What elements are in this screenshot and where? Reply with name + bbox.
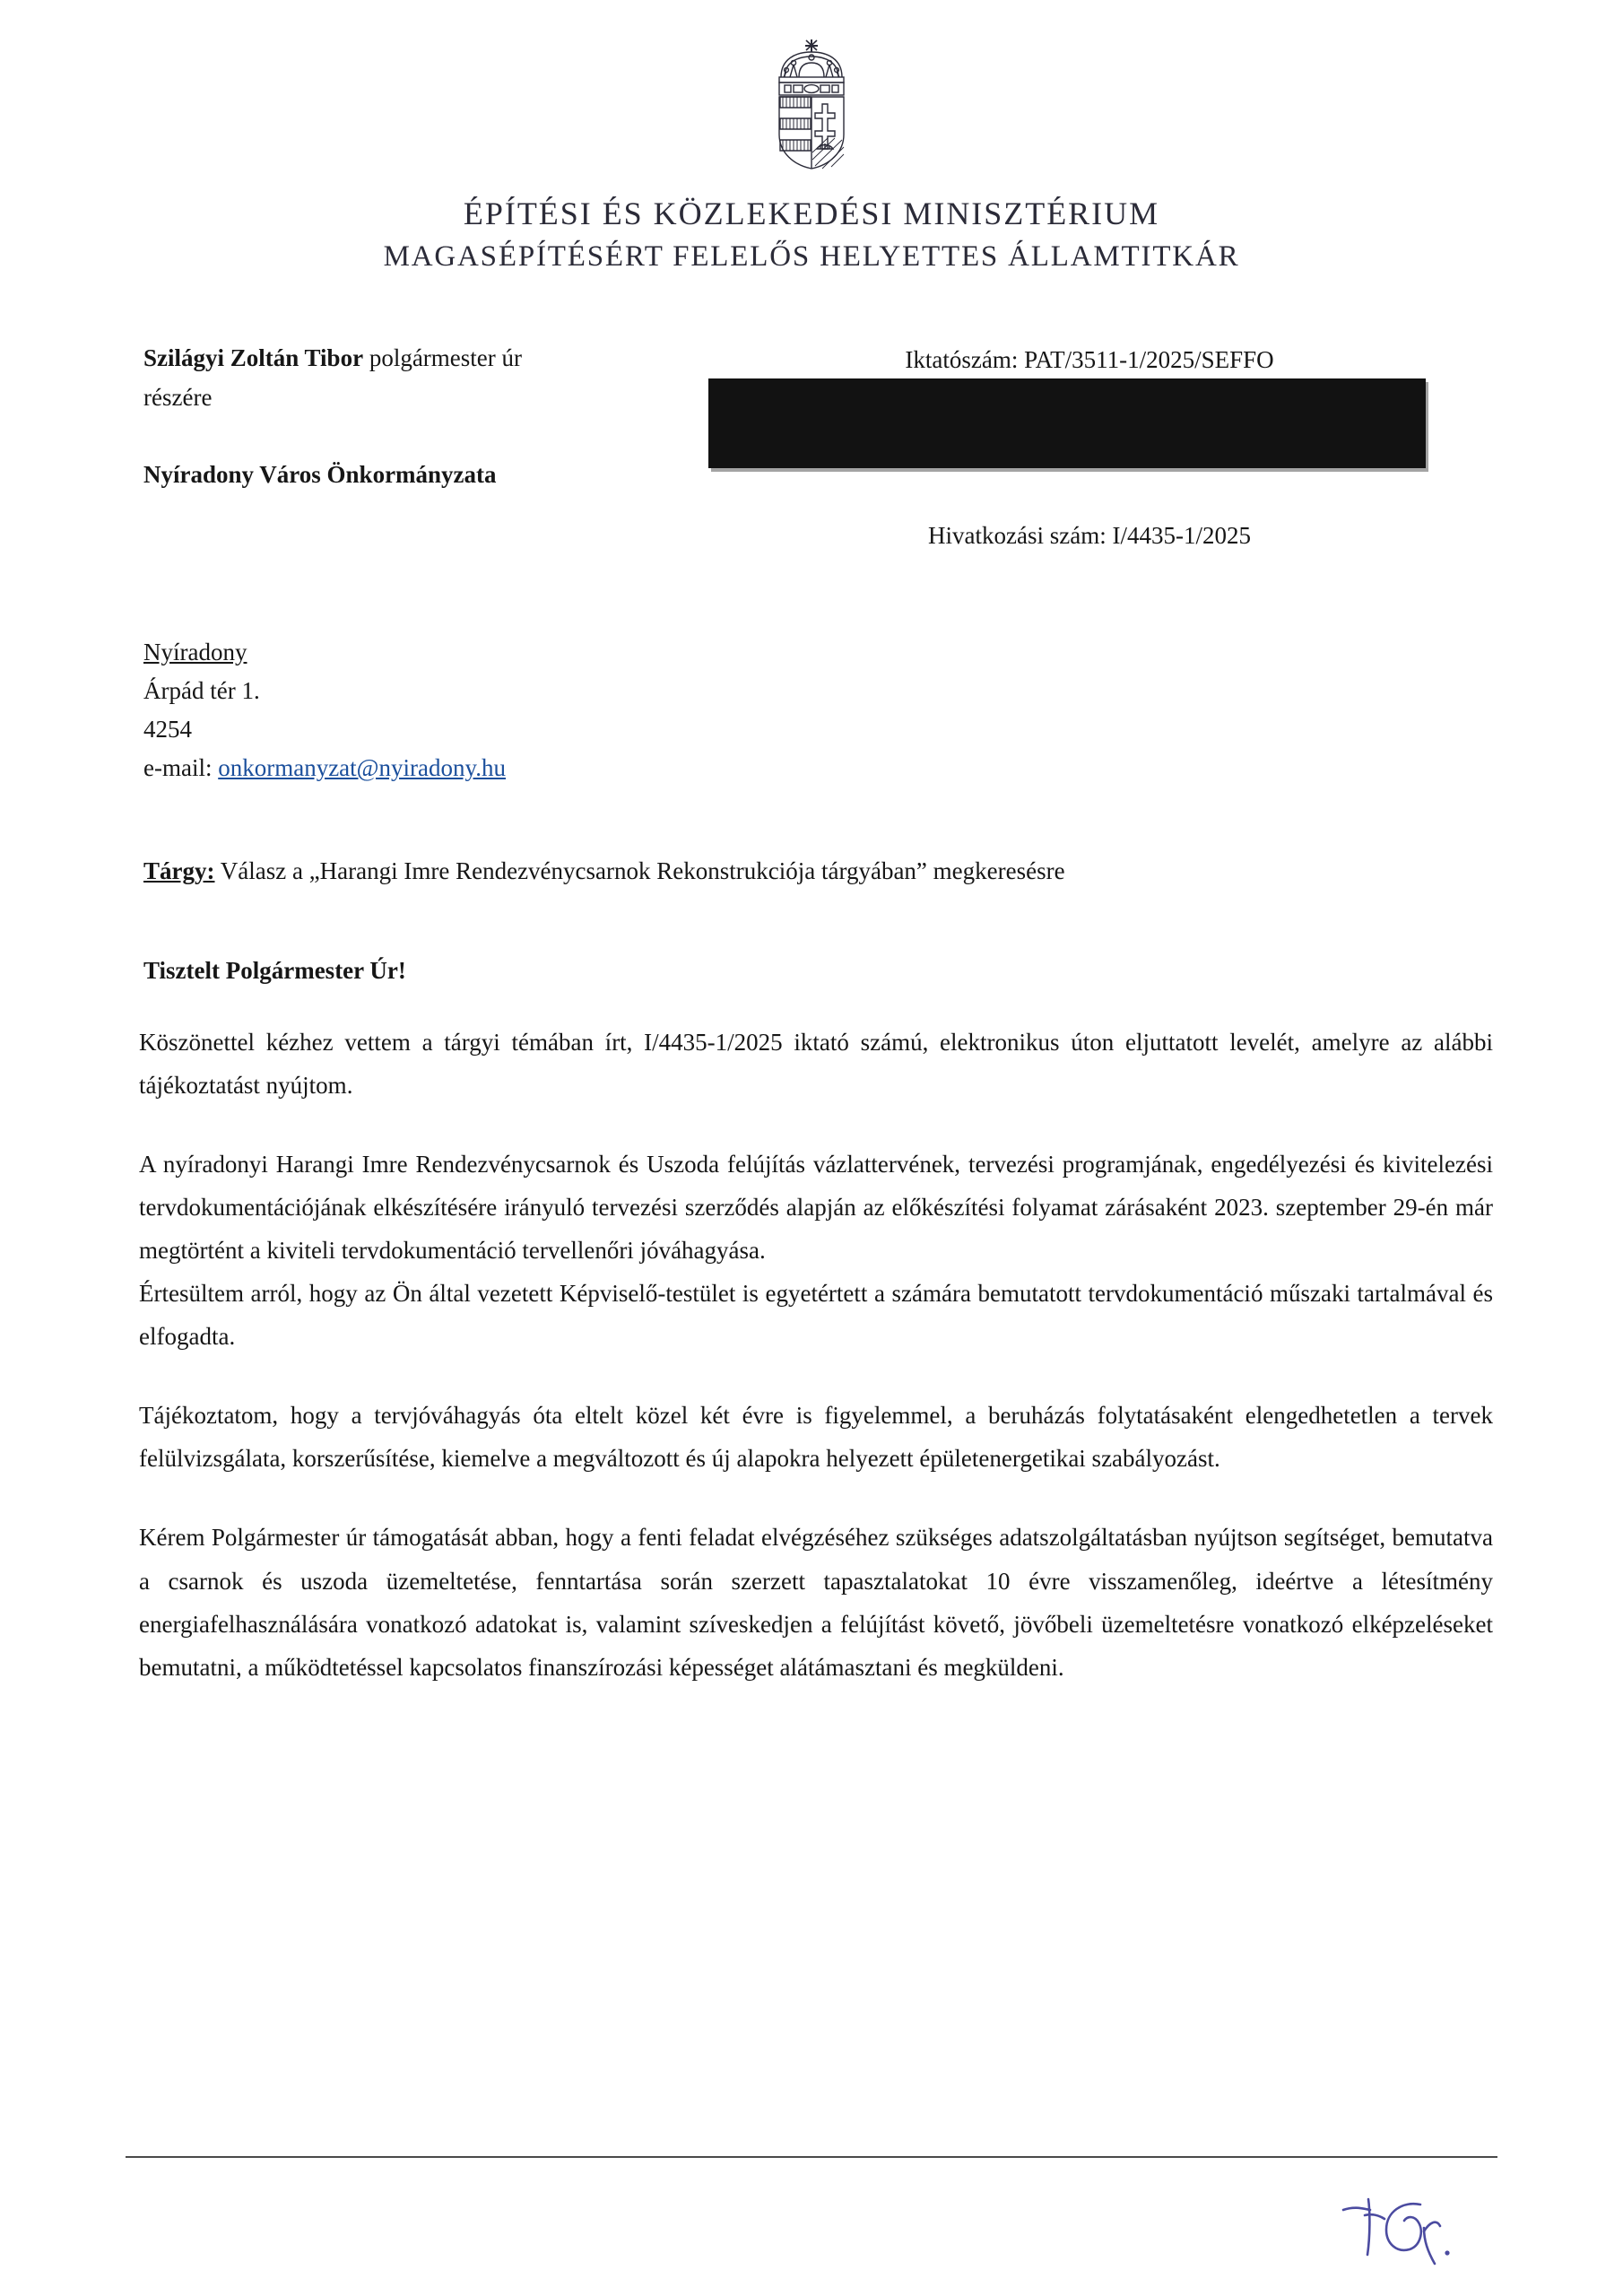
addressee-name: Szilágyi Zoltán Tibor bbox=[143, 344, 364, 372]
postal-address-block bbox=[0, 633, 1623, 788]
redacted-contact-block bbox=[708, 378, 1426, 468]
subject-line bbox=[0, 853, 1623, 890]
reference-block bbox=[699, 339, 1480, 555]
subject-label: Tárgy: bbox=[143, 857, 215, 884]
addressee-organization: Nyíradony Város Önkormányzata bbox=[143, 460, 497, 488]
email-label: e-mail: bbox=[143, 754, 219, 782]
addressee-attention: részére bbox=[143, 384, 213, 412]
iktatoszam: Iktatószám: PAT/3511-1/2025/SEFFO bbox=[905, 346, 1274, 374]
hungary-coat-of-arms-icon bbox=[765, 38, 858, 170]
footer-divider bbox=[126, 2156, 1497, 2158]
body-paragraph-4: Tájékoztatom, hogy a tervjóváhagyás óta eltelt közel két évre is figyelemmel, a beruházás folytatásaként elengedhetetlen a tervek felülvizsgálata, korszerűsítése, kiemelve a megváltozott és új alapokra helyezett épületenergetikai szabályozást. bbox=[139, 1402, 1493, 1473]
body-paragraph-3: Értesültem arról, hogy az Ön által vezetett Képviselő-testület is egyetértett a számára bemutatott tervdokumentáció műszaki tartalmával és elfogadta. bbox=[139, 1280, 1493, 1351]
ministry-name: ÉPÍTÉSI ÉS KÖZLEKEDÉSI MINISZTÉRIUM bbox=[463, 196, 1160, 231]
handwritten-signature-icon bbox=[1338, 2188, 1508, 2287]
salutation: Tisztelt Polgármester Úr! bbox=[143, 957, 406, 985]
postal-zip: 4254 bbox=[143, 716, 192, 744]
department-name: MAGASÉPÍTÉSÉRT FELELŐS HELYETTES ÁLLAMTITKÁR bbox=[383, 240, 1240, 274]
body-paragraph-5: Kérem Polgármester úr támogatását abban, hogy a fenti feladat elvégzéséhez szükséges adatszolgáltatásban nyújtson segítséget, bemutatva a csarnok és uszoda üzemeltetése, fenntartása során szerzett tapasztalatokat 10 évre visszamenőleg, ideértve a létesítmény energiafelhasználására vonatkozó adatokat is, valamint szíveskedjen a felújítást követő, jövőbeli üzemeltetésre vonatkozó elképzeléseket bemutatni, a működtetéssel kapcsolatos finanszírozási képességet alátámasztani és megküldeni. bbox=[139, 1524, 1493, 1681]
subject-text: Válasz a „Harangi Imre Rendezvénycsarnok Rekonstrukciója tárgyában” megkeresésre bbox=[214, 857, 1065, 884]
postal-email-line bbox=[143, 749, 1623, 787]
addressee-name-line bbox=[143, 339, 699, 378]
meta-block bbox=[0, 339, 1623, 555]
letter-body bbox=[0, 1021, 1623, 1689]
body-paragraph-1: Köszönettel kézhez vettem a tárgyi témában írt, I/4435-1/2025 iktató számú, elektronikus úton eljuttatott levelét, amelyre az alábbi tájékoztatást nyújtom. bbox=[139, 1029, 1493, 1100]
addressee-block bbox=[143, 339, 699, 494]
addressee-title: polgármester úr bbox=[363, 344, 522, 372]
hivatkozasi-szam: Hivatkozási szám: I/4435-1/2025 bbox=[928, 522, 1251, 550]
letterhead bbox=[0, 0, 1623, 274]
body-paragraph-2: A nyíradonyi Harangi Imre Rendezvénycsarnok és Uszoda felújítás vázlattervének, tervezési programjának, engedélyezési és kivitelezési tervdokumentációjának elkészítésére irányuló tervezési szerződés alapján az előkészítési folyamat zárásaként 2023. szeptember 29-én már megtörtént a kiviteli tervdokumentáció tervellenőri jóváhagyása. bbox=[139, 1151, 1493, 1265]
postal-city: Nyíradony bbox=[143, 638, 247, 665]
postal-street: Árpád tér 1. bbox=[143, 676, 260, 704]
email-link[interactable]: onkormanyzat@nyiradony.hu bbox=[218, 754, 507, 782]
